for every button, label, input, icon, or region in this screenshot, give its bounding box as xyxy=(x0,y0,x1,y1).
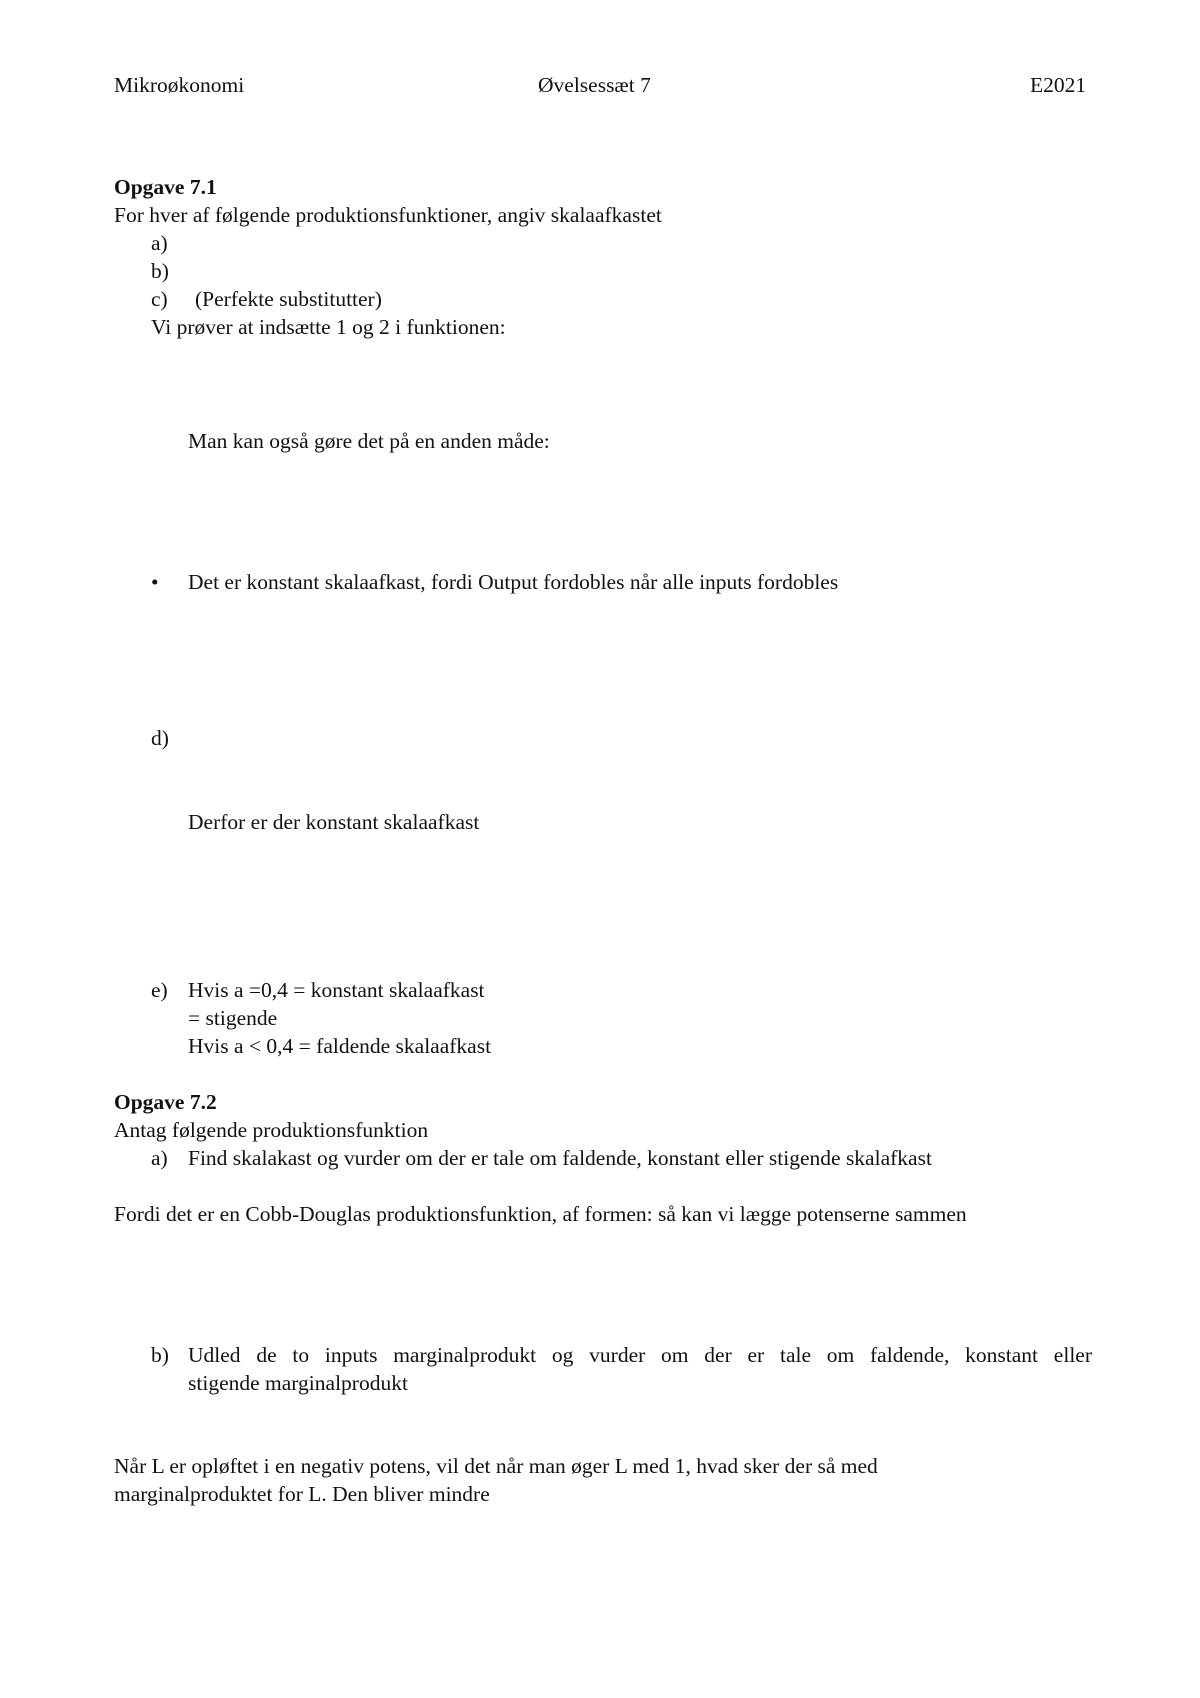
opgave-71-heading: Opgave 7.1 xyxy=(114,175,217,199)
header-term: E2021 xyxy=(1030,73,1087,97)
opgave-72-cobb-text: Fordi det er en Cobb-Douglas produktionsfunktion, af formen: så kan vi lægge potenserne sammen xyxy=(114,1202,967,1226)
opgave-71-e-line1: Hvis a =0,4 = konstant skalaafkast xyxy=(188,978,485,1002)
opgave-72-b-marker: b) xyxy=(151,1343,169,1367)
opgave-72-b-line2: stigende marginalprodukt xyxy=(188,1371,408,1395)
opgave-71-d-text: Derfor er der konstant skalaafkast xyxy=(188,810,480,834)
opgave-71-e-line3: Hvis a < 0,4 = faldende skalaafkast xyxy=(188,1034,492,1058)
header-course: Mikroøkonomi xyxy=(114,73,245,97)
opgave-72-a-marker: a) xyxy=(151,1146,168,1170)
opgave-71-bullet-text: Det er konstant skalaafkast, fordi Output fordobles når alle inputs fordobles xyxy=(188,570,839,594)
opgave-71-c-text: (Perfekte substitutter) xyxy=(195,287,382,311)
opgave-71-a-marker: a) xyxy=(151,231,168,255)
opgave-71-c-marker: c) xyxy=(151,287,168,311)
opgave-71-c-line2: Vi prøver at indsætte 1 og 2 i funktionen: xyxy=(151,315,506,339)
opgave-71-d-marker: d) xyxy=(151,726,169,750)
opgave-71-e-line2: = stigende xyxy=(188,1006,278,1030)
bullet-marker: • xyxy=(151,570,159,594)
opgave-72-intro: Antag følgende produktionsfunktion xyxy=(114,1118,429,1142)
opgave-72-heading: Opgave 7.2 xyxy=(114,1090,217,1114)
opgave-72-conclusion-line2: marginalproduktet for L. Den bliver mindre xyxy=(114,1482,490,1506)
header-set: Øvelsessæt 7 xyxy=(538,73,651,97)
opgave-71-e-marker: e) xyxy=(151,978,168,1002)
opgave-71-c-line3: Man kan også gøre det på en anden måde: xyxy=(188,429,550,453)
opgave-72-b-line1: Udled de to inputs marginalprodukt og vurder om der er tale om faldende, konstant eller xyxy=(188,1343,1092,1367)
opgave-72-conclusion-line1: Når L er opløftet i en negativ potens, vil det når man øger L med 1, hvad sker der så med xyxy=(114,1454,878,1478)
opgave-71-b-marker: b) xyxy=(151,259,169,283)
opgave-72-a-text: Find skalakast og vurder om der er tale om faldende, konstant eller stigende skalafkast xyxy=(188,1146,932,1170)
opgave-71-intro: For hver af følgende produktionsfunktioner, angiv skalaafkastet xyxy=(114,203,662,227)
